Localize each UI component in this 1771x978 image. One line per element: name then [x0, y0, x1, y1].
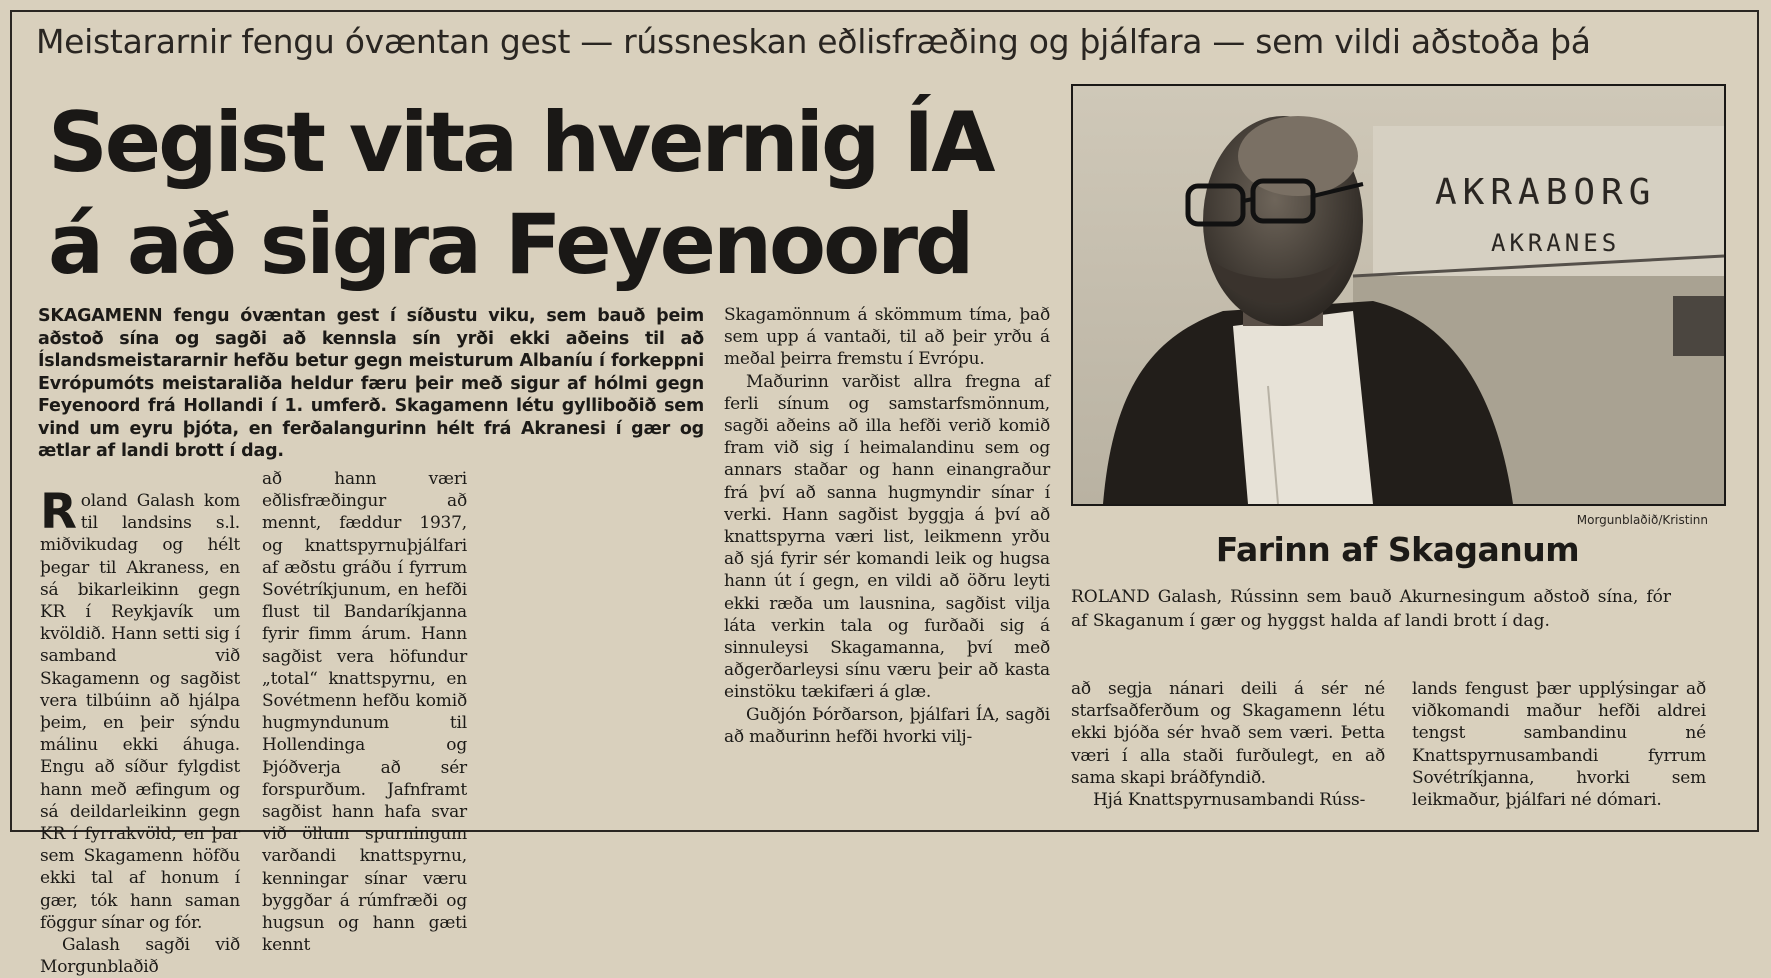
col4-paragraph-2: Hjá Knattspyrnusambandi Rúss- [1093, 790, 1366, 811]
kicker: Meistararnir fengu óvæntan gest — rússneskan eðlisfræðing og þjálfara — sem vildi aðstoða þá [36, 22, 1591, 61]
drop-cap: R [40, 484, 77, 540]
sign-text-2: AKRANES [1491, 229, 1621, 257]
col1-paragraph-1: oland Galash kom til landsins s.l. miðvikudag og hélt þegar til Akraness, en sá bikarleikinn gegn KR í Reykjavík um kvöldið. Hann setti sig í samband við Skagamenn og sagðist vera tilbúinn að hjálpa þeim, en þeir sýndu málinu ekki áhuga. Engu að síður fylgdist hann með æfingum og sá deildarleikinn gegn KR í fyrrakvöld, en þar sem Skagamenn höfðu ekki tal af honum í gær, tók hann saman föggur sínar og fór. [40, 491, 240, 933]
headline-line-1: Segist vita hvernig ÍA [48, 94, 993, 191]
col3-paragraph-2: Maðurinn varðist allra fregna af ferli sínum og samstarfsmönnum, sagði aðeins að illa hefði verið komið fram við sig í heimalandinu sem og annars staðar og hann einangraður frá því að sanna hugmyndir sínar í verki. Hann sagðist byggja á því að knattspyrna væri list, leikmenn yrðu að sjá fyrir sér komandi leik og hugsa hann út í gegn, en vildi að öðru leyti ekki ræða um lausnina, sagðist vilja láta verkin tala og furðaði sig á sinnuleysi Skagamanna, því með aðgerðarleysi sínu væru þeir að kasta einstöku tækifæri á glæ. [724, 371, 1050, 703]
caption-text: ROLAND Galash, Rússinn sem bauð Akurnesingum aðstoð sína, fór af Skaganum í gær og hyggst halda af landi brott í dag. [1071, 587, 1671, 631]
col2-paragraph: að hann væri eðlisfræðingur að mennt, fæddur 1937, og knattspyrnuþjálfari af æðstu gráðu í fyrrum Sovétríkjunum, en hefði flust til Bandaríkjanna fyrir fimm árum. Hann sagðist vera höfundur „total“ knattspyrnu, en Sovétmenn hefðu komið hugmyndunum til Hollendinga og Þjóðverja að sér forspurðum. Jafnframt sagðist hann hafa svar við öllum spurningum varðandi knattspyrnu, kenningar sínar væru byggðar á rúmfræði og hugsun og hann gæti kennt [262, 469, 467, 956]
col5-paragraph: lands fengust þær upplýsingar að viðkomandi maður hefði aldrei tengst sambandinu né Knattspyrnusambandi fyrrum Sovétríkjanna, hvorki sem leikmaður, þjálfari né dómari. [1412, 679, 1706, 811]
col4-paragraph-1: að segja nánari deili á sér né starfsaðferðum og Skagamenn létu ekki bjóða sér hvað sem væri. Þetta væri í alla staði furðulegt, en að sama skapi bráðfyndið. [1071, 679, 1385, 788]
photo-credit: Morgunblaðið/Kristinn [1576, 513, 1708, 527]
col3-paragraph-1: Skagamönnum á skömmum tíma, það sem upp á vantaði, til að þeir yrðu á meðal þeirra fremstu í Evrópu. [724, 305, 1050, 370]
headline-line-2: á að sigra Feyenoord [48, 196, 972, 293]
photo [1071, 84, 1726, 506]
portrait-photo [1073, 86, 1724, 504]
caption-title: Farinn af Skaganum [1215, 530, 1580, 569]
body-column-2 [262, 468, 467, 956]
col1-paragraph-2: Galash sagði við Morgunblaðið [40, 935, 240, 978]
sign-text-1: AKRABORG [1435, 172, 1657, 213]
col3-paragraph-3: Guðjón Þórðarson, þjálfari ÍA, sagði að maðurinn hefði hvorki vilj- [724, 704, 1050, 747]
lead-paragraph: SKAGAMENN fengu óvæntan gest í síðustu viku, sem bauð þeim aðstoð sína og sagði að kennsla sín yrði ekki aðeins til að Íslandsmeistararnir hefðu betur gegn meisturum Albaníu í forkeppni Evrópumóts meistaraliða heldur færu þeir með sigur af hólmi gegn Feyenoord frá Hollandi í 1. umferð. Skagamenn létu gylliboðið sem vind um eyru þjóta, en ferðalangurinn hélt frá Akranesi í gær og ætlar af landi brott í dag. [38, 306, 704, 461]
body-column-3 [724, 304, 1050, 748]
body-column-5 [1412, 678, 1706, 811]
body-column-1 [40, 484, 240, 978]
headline [48, 92, 1058, 296]
body-column-4 [1071, 678, 1385, 811]
